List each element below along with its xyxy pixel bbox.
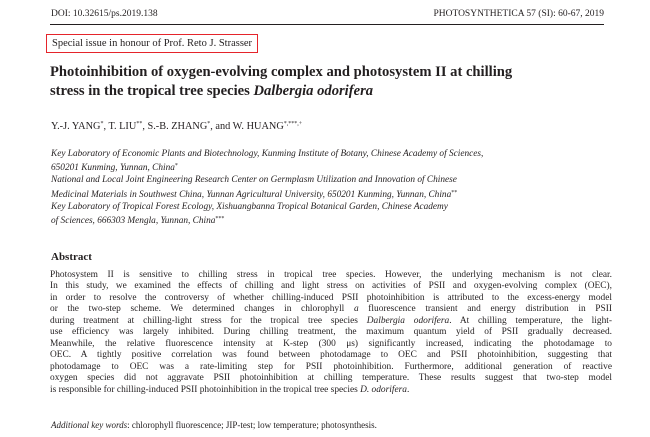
author-mark: * xyxy=(207,121,211,127)
affiliation-line: of Sciences, 666303 Mengla, Yunnan, China*** xyxy=(51,216,225,227)
abstract-body xyxy=(50,270,612,396)
keywords-list: : chlorophyll fluorescence; JIP-test; low temperature; photosynthesis. xyxy=(127,420,377,430)
author-name[interactable]: T. LIU xyxy=(108,121,137,132)
doi-text[interactable]: DOI: 10.32615/ps.2019.138 xyxy=(51,9,158,19)
abstract-line: is responsible for chilling-induced PSII photoinhibition in the tropical tree species D. odorifera. xyxy=(50,384,410,395)
author-name[interactable]: Y.-J. YANG xyxy=(51,121,101,132)
keywords xyxy=(51,420,377,430)
author-list: Y.-J. YANG*, T. LIU**, S.-B. ZHANG*, and W. HUANG*,***,+ xyxy=(51,121,303,132)
abstract-line: OEC. A tightly positive correlation was found between photodamage to OEC and PSII photoinhibition, suggesting that xyxy=(50,350,612,361)
article-title xyxy=(50,63,610,101)
header-rule xyxy=(50,24,604,25)
abstract-line: use efficiency was largely inhibited. During chilling treatment, the maximum quantum yield of PSII gradually decreased. xyxy=(50,327,612,338)
abstract-line: Meanwhile, the relative fluorescence intensity at K-step (300 μs) significantly increased, indicating the photodamage to xyxy=(50,338,612,349)
abstract-line: photodamage to OEC was a rate-limiting step for PSII photoinhibition. Furthermore, additional generation of reactive xyxy=(50,361,612,372)
author-mark: *,***,+ xyxy=(283,121,303,127)
abstract-line: or the two-step scheme. We determined changes in chlorophyll a fluorescence transient and energy distribution in PSII xyxy=(50,304,612,315)
abstract-heading: Abstract xyxy=(51,251,92,263)
special-issue-note: Special issue in honour of Prof. Reto J. Strasser xyxy=(46,34,258,53)
affiliation-line: 650201 Kunming, Yunnan, China* xyxy=(51,163,178,174)
affiliation-line: Medicinal Materials in Southwest China, Yunnan Agricultural University, 650201 Kunming, Yunnan, China** xyxy=(51,189,458,200)
author-name[interactable]: W. HUANG xyxy=(232,121,284,132)
abstract-line: Photosystem II is sensitive to chilling stress in tropical tree species. However, the underlying mechanism is not clear. xyxy=(50,270,612,280)
title-line-2: stress in the tropical tree species Dalbergia odorifera xyxy=(50,83,374,99)
affiliation-line: Key Laboratory of Tropical Forest Ecology, Xishuangbanna Tropical Botanical Garden, Chinese Academy xyxy=(51,201,448,212)
affiliation-line: Key Laboratory of Economic Plants and Biotechnology, Kunming Institute of Botany, Chinese Academy of Sciences, xyxy=(51,149,484,159)
journal-reference: PHOTOSYNTHETICA 57 (SI): 60-67, 2019 xyxy=(433,9,604,19)
abstract-line: in order to resolve the controversy of whether chilling-induced PSII photoinhibition is attributed to the excess-energy model xyxy=(50,292,612,303)
author-mark: * xyxy=(100,121,104,127)
keywords-label: Additional key words xyxy=(51,420,128,430)
abstract-line: oxygen species did not aggravate PSII photoinhibition at chilling temperature. These results suggest that two-step model xyxy=(50,373,612,384)
species-name: Dalbergia odorifera xyxy=(253,83,374,99)
affiliation-line: National and Local Joint Engineering Research Center on Germplasm Utilization and Innovation of Chinese xyxy=(51,175,457,186)
author-mark: ** xyxy=(136,121,143,127)
author-name[interactable]: S.-B. ZHANG xyxy=(147,121,208,132)
abstract-line: In this study, we examined the effects of chilling and light stress on activities of PSII and oxygen-evolving complex (OEC), xyxy=(50,281,612,292)
title-line-1: Photoinhibition of oxygen-evolving complex and photosystem II at chilling xyxy=(50,64,513,80)
abstract-line: during treatment at chilling-light stress for the tropical tree species Dalbergia odorifera. At chilling temperature, the light- xyxy=(50,315,612,326)
affiliations xyxy=(51,148,611,227)
